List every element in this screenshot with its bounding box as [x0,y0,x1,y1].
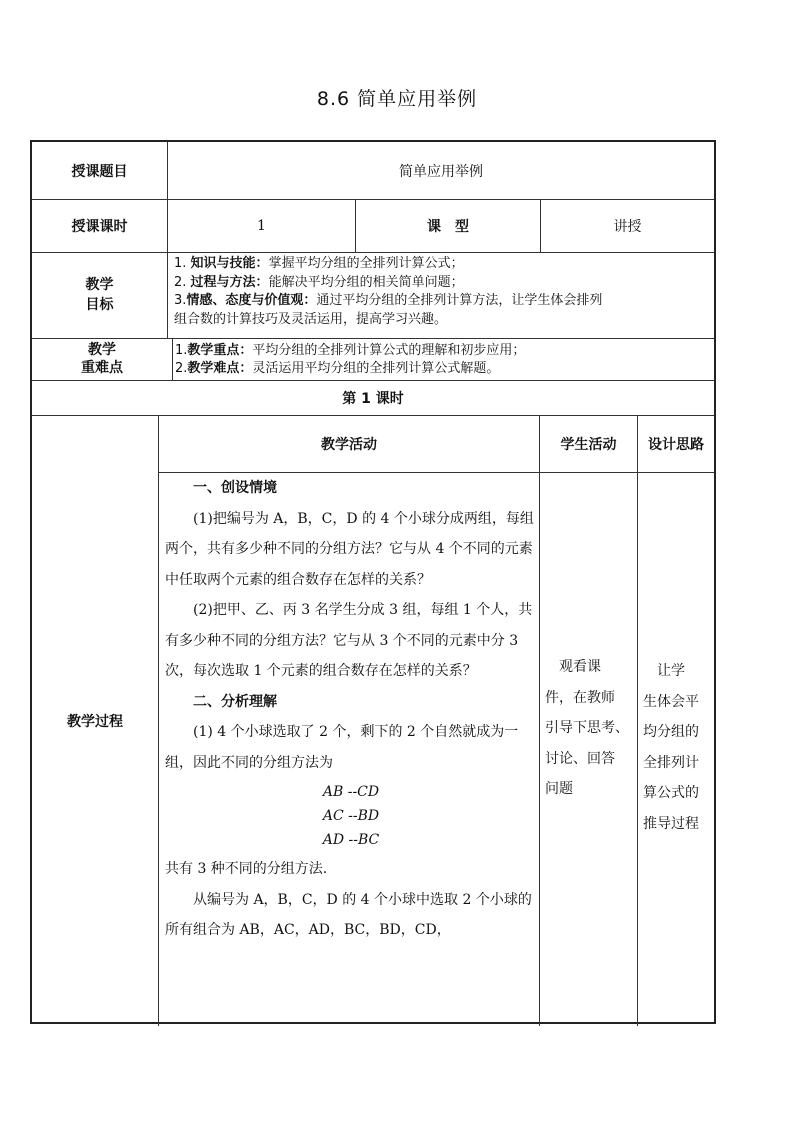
goal-item: 组合数的计算技巧及灵活运用，提高学习兴趣。 [174,311,448,327]
session-heading: 第 1 课时 [342,390,404,407]
value-hours: 1 [257,217,266,234]
header-teacher-activity: 教学活动 [321,436,377,453]
teacher-activity-content [165,473,537,946]
lesson-plan-table [30,140,716,1024]
student-activity-content: 观看课 件，在教师 引导下思考、 讨论、回答 问题 [545,659,629,797]
label-keypoints-line2: 重难点 [81,360,123,376]
goal-item: 2. 过程与方法：能解决平均分组的相关简单问题； [174,274,464,290]
label-process: 教学过程 [67,713,123,730]
paragraph: (1)把编号为 A，B，C，D 的 4 个小球分成两组，每组两个，共有多少种不同的分组方法？它与从 4 个不同的元素中任取两个元素的组合数存在怎样的关系？ [165,510,534,588]
label-topic: 授课题目 [71,163,128,180]
paragraph: 共有 3 种不同的分组方法. [165,861,328,877]
keypoint-item: 1.教学重点：平均分组的全排列计算公式的理解和初步应用； [175,343,526,358]
paragraph: (1) 4 个小球选取了 2 个，剩下的 2 个自然就成为一组，因此不同的分组方法为 [165,724,519,771]
col-divider [539,415,540,1026]
label-keypoints [32,338,172,380]
col-divider [172,338,173,380]
goal-item: 3.情感、态度与价值观：通过平均分组的全排列计算方法，让学生体会排列 [174,293,603,308]
keypoint-item: 2.教学难点：灵活运用平均分组的全排列计算公式解题。 [175,360,500,376]
goals-list [174,255,714,329]
label-goals-line2: 目标 [85,297,114,313]
value-topic: 简单应用举例 [399,163,483,180]
label-goals-line1: 教学 [85,277,114,293]
header-design: 设计思路 [648,436,704,453]
formula-line: AC --BD [322,808,380,824]
section-heading: 二、分析理解 [193,693,277,710]
formula-line: AB --CD [322,784,380,800]
section-heading: 一、创设情境 [193,480,277,496]
design-rationale-content: 让学 生体会平 均分组的 全排列计 算公式的 推导过程 [643,663,699,832]
goal-item: 1. 知识与技能：掌握平均分组的全排列计算公式； [174,256,464,271]
label-hours: 授课课时 [71,218,128,235]
col-divider [158,415,159,1026]
paragraph: 从编号为 A，B，C，D 的 4 个小球中选取 2 个小球的所有组合为 AB，AC，AD，BC，BD，CD， [165,891,532,938]
header-student-activity: 学生活动 [560,436,617,453]
keypoints-list [175,342,713,377]
label-keypoints-line1: 教学 [88,342,116,358]
formula-line: AD --BC [322,832,380,848]
document-title: 8.6 简单应用举例 [316,88,478,110]
label-goals [32,252,167,338]
col-divider [637,415,638,1026]
paragraph: (2)把甲、乙、丙 3 名学生分成 3 组，每组 1 个人，共有多少种不同的分组方法？它与从 3 个不同的元素中分 3 次，每次选取 1 个元素的组合数存在怎样的关系？ [165,602,533,679]
value-type: 讲授 [613,218,642,235]
label-type: 课 型 [427,218,469,235]
